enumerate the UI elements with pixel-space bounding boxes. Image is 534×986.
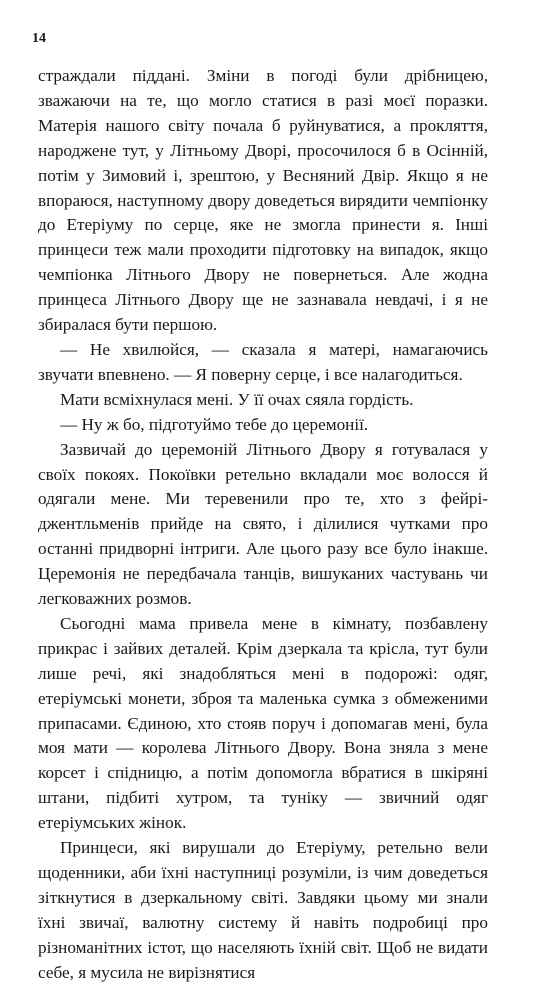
paragraph: Зазвичай до церемоній Літнього Двору я готувалася у своїх покоях. Покоївки ретельно вкладали моє волосся й одягали мене. Ми теревенили про те, хто з фейрі-джентльменів прийде на свято, і ділилися чутками про останні придворні інтриги. Але цього разу все було інакше. Церемонія не передбачала танців, вишуканих частувань чи легковажних розмов. (38, 439, 488, 609)
paragraph: Принцеси, які вирушали до Етеріуму, ретельно вели щоденники, аби їхні наступниці розуміли, із чим доведеться зіткнутися в дзеркальному світі. Завдяки цьому ми знали їхні звичаї, валютну систему й навіть подробиці про різноманітних істот, що населяють їхній світ. Щоб не видати себе, я мусила не вирізнятися (38, 838, 488, 982)
paragraph: Мати всміхнулася мені. У її очах сяяла гордість. (60, 389, 414, 409)
body-text (38, 64, 488, 986)
paragraph: страждали піддані. Зміни в погоді були дрібницею, зважаючи на те, що могло статися в разі моєї поразки. Матерія нашого світу почала б руйнуватися, а прокляття, народжене тут, у Літньому Дворі, просочилося б в Осінній, потім у Зимовий і, зрештою, у Весняний Двір. Якщо я не впораюся, наступному двору доведеться вирядити чемпіонку до Етеріуму по серце, яке не змогла принести я. Інші принцеси теж мали проходити підготовку на випадок, якщо чемпіонка Літнього Двору не повернеться. Але жодна принцеса Літнього Двору ще не зазнавала невдачі, і я не збиралася бути першою. (38, 66, 488, 335)
paragraph: Сьогодні мама привела мене в кімнату, позбавлену прикрас і зайвих деталей. Крім дзеркала та крісла, тут були лише речі, які знадобляться мені в подорожі: одяг, етеріумські монети, зброя та маленька сумка з обмеженими припасами. Єдиною, хто стояв поруч і допомагав мені, була моя мати — королева Літнього Двору. Вона зняла з мене корсет і спідницю, а потім допомогла вбратися в шкіряні штани, підбиті хутром, та туніку — звичний одяг етеріумських жінок. (38, 613, 488, 833)
page-number: 14 (32, 31, 46, 46)
paragraph: — Не хвилюйся, — сказала я матері, намагаючись звучати впевнено. — Я поверну серце, і все налагодиться. (38, 339, 488, 384)
paragraph: — Ну ж бо, підготуймо тебе до церемонії. (60, 414, 369, 434)
